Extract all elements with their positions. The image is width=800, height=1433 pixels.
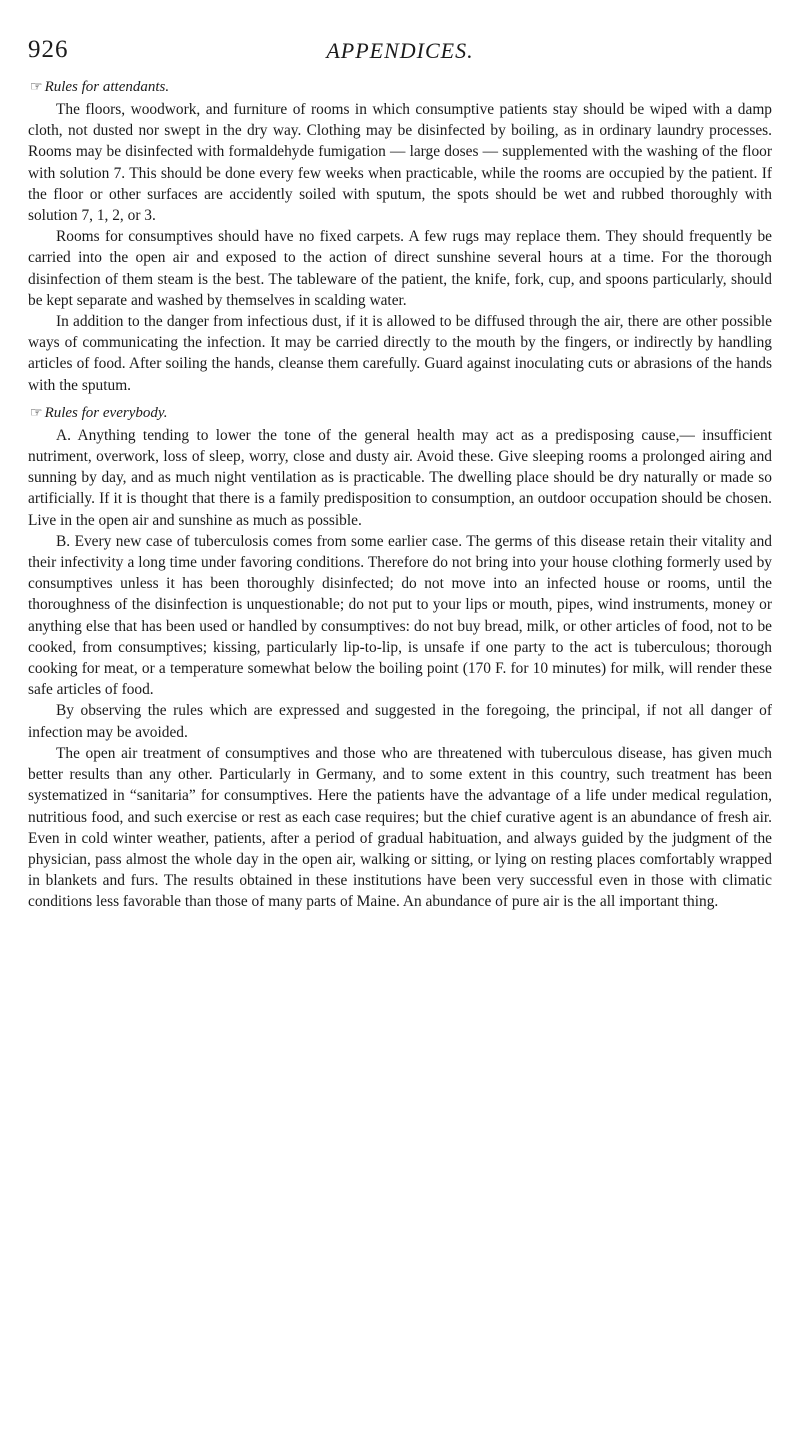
paragraph: By observing the rules which are expressed and suggested in the foregoing, the principal, if not all danger of infection may be avoided.	[28, 702, 772, 741]
pointing-hand-icon: ☞	[30, 405, 43, 421]
document-page	[28, 0, 772, 913]
paragraph: The open air treatment of consumptives and those who are threatened with tuberculous disease, has given much better results than any other. Particularly in Germany, and to some extent in this country, such treatment has been systematized in “sanitaria” for consumptives. Here the patients have the advantage of a life under medical regulation, nutritious food, and such exercise or rest as each case requires; but the chief curative agent is an abundance of fresh air. Even in cold winter weather, patients, after a period of gradual habituation, and always guided by the judgment of the physician, pass almost the whole day in the open air, walking or sitting, or lying on resting places comfortably wrapped in blankets and furs. The results obtained in these institutions have been very successful even in those with climatic conditions less favorable than those of many parts of Maine. An abundance of pure air is the all important thing.	[28, 744, 772, 911]
section-heading	[28, 402, 772, 425]
pointing-hand-icon: ☞	[30, 80, 43, 95]
paragraph: In addition to the danger from infectious dust, if it is allowed to be diffused through the air, there are other possible ways of communicating the infection. It may be carried directly to the mouth by the fingers, or indirectly by handling articles of food. After soiling the hands, cleanse them carefully. Guard against inoculating cuts or abrasions of the hands with the sputum.	[28, 313, 772, 394]
section-heading	[28, 76, 772, 99]
paragraph: Rooms for consumptives should have no fixed carpets. A few rugs may replace them. They should frequently be carried into the open air and exposed to the action of direct sunshine several hours at a time. For the thorough disinfection of them steam is the best. The tableware of the patient, the knife, fork, cup, and spoons particularly, should be kept separate and washed by themselves in scalding water.	[28, 228, 772, 309]
paragraph: B. Every new case of tuberculosis comes from some earlier case. The germs of this disease retain their vitality and their infectivity a long time under favoring conditions. Therefore do not bring into your house clothing formerly used by consumptives unless it has been thoroughly disinfected; do not move into an infected house or rooms, until the thoroughness of the disinfection is unquestionable; do not put to your lips or mouth, pipes, wind instruments, money or anything else that has been used or handled by consumptives: do not buy bread, milk, or other articles of food, not to be cooked, from consumptives; kissing, particularly lip-to-lip, is unsafe if one party to the act is tuberculous; thorough cooking for meat, or a temperature somewhat below the boiling point (170 F. for 10 minutes) for milk, will render these safe articles of food.	[28, 532, 772, 699]
section-everybody	[28, 402, 772, 913]
section-attendants	[28, 76, 772, 396]
running-head: APPENDICES.	[326, 38, 474, 63]
section-heading-text: Rules for attendants.	[44, 79, 170, 95]
page-number: 926	[28, 36, 69, 63]
paragraph: The floors, woodwork, and furniture of rooms in which consumptive patients stay should be wiped with a damp cloth, not dusted nor swept in the dry way. Clothing may be disinfected by boiling, as in ordinary laundry processes. Rooms may be disinfected with formaldehyde fumigation — large doses — supplemented with the washing of the floor with solution 7. This should be done every few weeks when practicable, while the rooms are occupied by the patient. If the floor or other surfaces are accidently soiled with sputum, the spots should be wet and rubbed thoroughly with solution 7, 1, 2, or 3.	[28, 101, 772, 225]
page-header	[28, 0, 772, 64]
section-heading-text: Rules for everybody.	[44, 404, 168, 421]
paragraph: A. Anything tending to lower the tone of the general health may act as a predisposing cause,— insufficient nutriment, overwork, loss of sleep, worry, close and dusty air. Avoid these. Give sleeping rooms a prolonged airing and sunning by day, and as much night ventilation as is practicable. The dwelling place should be dry naturally or made so artificially. If it is thought that there is a family predisposition to consumption, an outdoor occupation should be chosen. Live in the open air and sunshine as much as possible.	[28, 426, 772, 529]
